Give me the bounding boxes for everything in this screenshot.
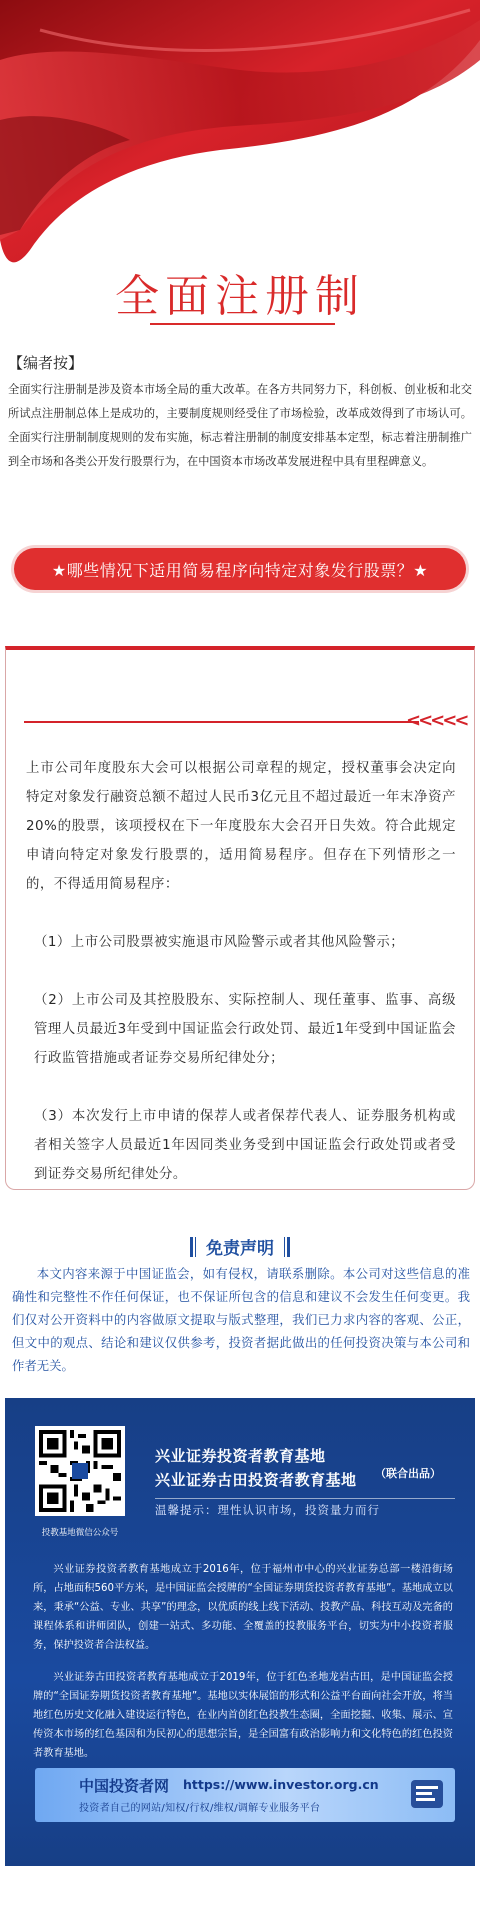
investor-portal-banner[interactable] xyxy=(35,1768,455,1822)
content-card xyxy=(5,646,475,1190)
tip-divider xyxy=(155,1498,455,1499)
gutian-intro-paragraph: 兴业证券古田投资者教育基地成立于2019年，位于红色圣地龙岩古田，是中国证监会授牌的“全国证券期货投资者教育基地”。基地以实体展馆的形式和公益平台面向社会开放，将当地红色历史文化融入建设运行特色，在业内首创红色投教生态圈，全面挖掘、收集、展示、宣传资本市场的红色基因和为民初心的思想宗旨，是全国富有政治影响力和文化特色的红色投资者教育基地。 xyxy=(33,1672,453,1759)
portal-url-link[interactable]: https://www.investor.org.cn xyxy=(183,1777,379,1792)
portal-logo-icon xyxy=(407,1774,447,1814)
card-divider xyxy=(24,721,419,723)
condition-item-3: （3）本次发行上市申请的保荐人或者保荐代表人、证券服务机构或者相关签字人员最近1年因同类业务受到中国证监会行政处罚或者受到证券交易所纪律处分。 xyxy=(34,1109,456,1182)
condition-item-2: （2）上市公司及其控股股东、实际控制人、现任董事、监事、高级管理人员最近3年受到中国证监会行政处罚、最近1年受到中国证监会行政监管措施或者证券交易所纪律处分； xyxy=(34,993,456,1066)
disclaimer-title: 免责声明 xyxy=(206,1239,274,1259)
card-text xyxy=(26,754,456,1218)
title-underline xyxy=(150,323,335,325)
footer-block xyxy=(5,1398,475,1866)
base-title-secondary: 兴业证券古田投资者教育基地 xyxy=(155,1471,357,1489)
qr-code-icon[interactable] xyxy=(35,1426,125,1516)
question-banner xyxy=(14,548,466,590)
double-bar-icon xyxy=(284,1237,290,1257)
portal-name: 中国投资者网 xyxy=(79,1777,170,1795)
editor-note-heading: 【编者按】 xyxy=(8,354,84,372)
tip-text: 温馨提示：理性认识市场，投资量力而行 xyxy=(155,1503,380,1517)
qr-caption: 投教基地微信公众号 xyxy=(41,1528,119,1538)
portal-slogan: 投资者自己的网站/知权/行权/维权/调解专业服务平台 xyxy=(79,1803,321,1814)
editor-note-body: 全面实行注册制是涉及资本市场全局的重大改革。在各方共同努力下，科创板、创业板和北交所试点注册制总体上是成功的，主要制度规则经受住了市场检验，改革成效得到了市场认可。全面实行注册制制度规则的发布实施，标志着注册制的制度安排基本定型，标志着注册制推广到全市场和各类公开发行股票行为，在中国资本市场改革发展进程中具有里程碑意义。 xyxy=(8,383,472,468)
condition-item-1: （1）上市公司股票被实施退市风险警示或者其他风险警示； xyxy=(34,935,405,950)
joint-production-label: （联合出品） xyxy=(375,1467,441,1480)
disclaimer-body: 本文内容来源于中国证监会，如有侵权，请联系删除。本公司对这些信息的准确性和完整性不作任何保证，也不保证所包含的信息和建议不会发生任何变更。我们仅对公开资料中的内容做原文提取与版式整理，我们已力求内容的客观、公正，但文中的观点、结论和建议仅供参考，投资者据此做出的任何投资决策与本公司和作者无关。 xyxy=(12,1266,470,1373)
rule-paragraph: 上市公司年度股东大会可以根据公司章程的规定，授权董事会决定向特定对象发行融资总额不超过人民币3亿元且不超过最近一年末净资产20%的股票，该项授权在下一年度股东大会召开日失效。符合此规定申请向特定对象发行股票的，适用简易程序。但存在下列情形之一的，不得适用简易程序： xyxy=(26,761,456,892)
question-text: ★哪些情况下适用简易程序向特定对象发行股票？★ xyxy=(51,560,429,580)
disclaimer-heading xyxy=(0,1234,480,1261)
chevrons-decoration: <<<<< xyxy=(406,710,467,731)
page-title: 全面注册制 xyxy=(115,271,365,322)
double-bar-icon xyxy=(190,1237,196,1257)
header-banner xyxy=(0,0,480,330)
base-intro-paragraph: 兴业证券投资者教育基地成立于2016年，位于福州市中心的兴业证券总部一楼沿街场所，占地面积560平方米，是中国证监会授牌的“全国证券期货投资者教育基地”。基地成立以来，秉承“公益、专业、共享”的理念，以优质的线上线下活动、投教产品、科技互动及完备的课程体系和讲师团队，创建一站式、多功能、全覆盖的投教服务平台，切实为中小投资者服务，保护投资者合法权益。 xyxy=(33,1564,453,1651)
base-title-primary: 兴业证券投资者教育基地 xyxy=(155,1447,326,1465)
